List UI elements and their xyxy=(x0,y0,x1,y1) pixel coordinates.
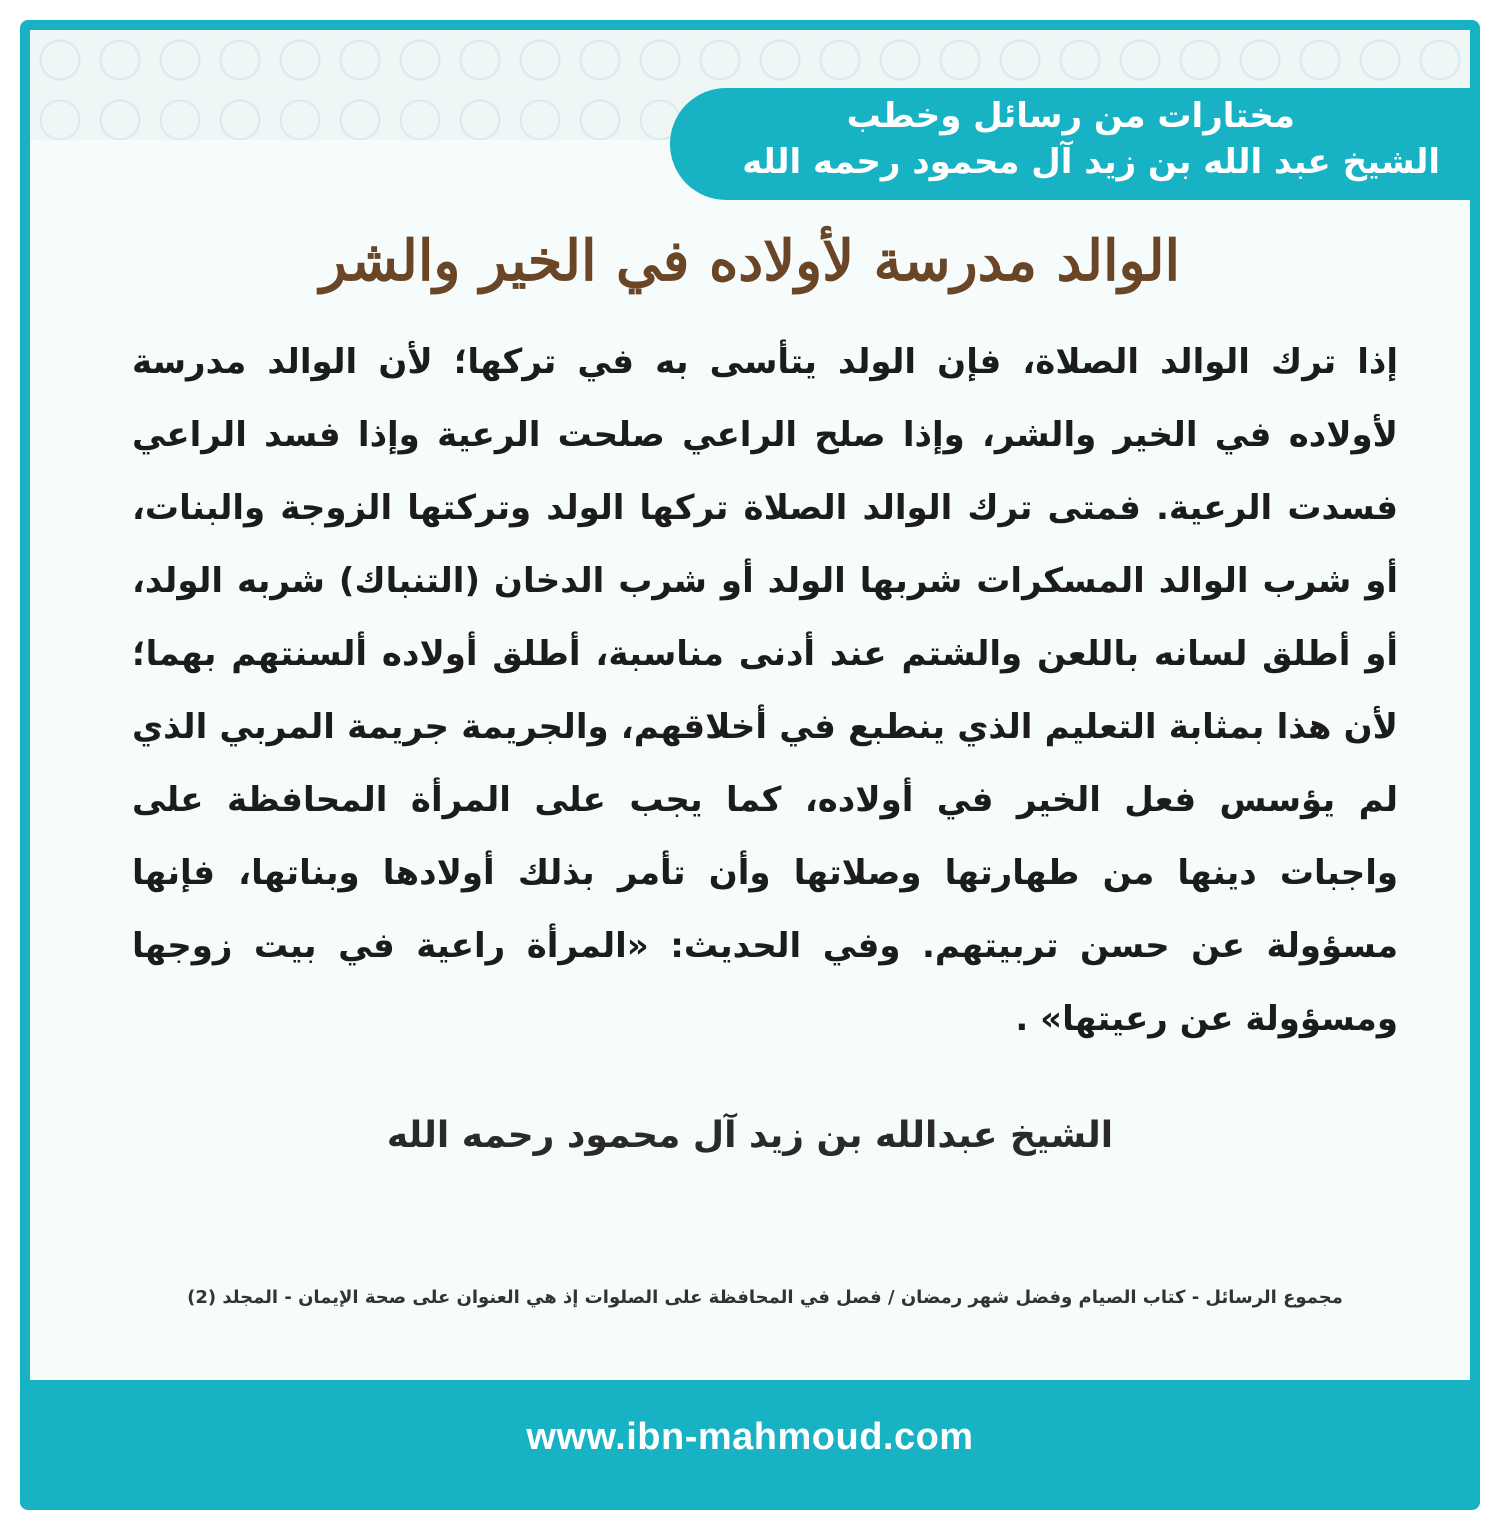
page-frame xyxy=(20,20,1480,1510)
source-citation: مجموع الرسائل - كتاب الصيام وفضل شهر رمضان / فصل في المحافظة على الصلوات إذ هي العنوان على صحة الإيمان - المجلد (2) xyxy=(187,1287,1343,1308)
header-subtitle: مختارات من رسائل وخطب xyxy=(846,96,1295,136)
article-title: الوالد مدرسة لأولاده في الخير والشر xyxy=(319,228,1181,294)
article-body: إذا ترك الوالد الصلاة، فإن الولد يتأسى به في تركها؛ لأن الوالد مدرسة لأولاده في الخير والشر، وإذا صلح الراعي صلحت الرعية وإذا فسد الراعي فسدت الرعية. فمتى ترك الوالد الصلاة تركها الولد وتركتها الزوجة والبنات، أو شرب الوالد المسكرات شربها الولد أو شرب الدخان (التنباك) شربه الولد، أو أطلق لسانه باللعن والشتم عند أدنى مناسبة، أطلق أولاده ألسنتهم بهما؛ لأن هذا بمثابة التعليم الذي ينطبع في أخلاقهم، والجريمة جريمة المربي الذي لم يؤسس فعل الخير في أولاده، كما يجب على المرأة المحافظة على واجبات دينها من طهارتها وصلاتها وأن تأمر بذلك أولادها وبناتها، فإنها مسؤولة عن حسن تربيتهم. وفي الحديث: «المرأة راعية في بيت زوجها ومسؤولة عن رعيتها» . xyxy=(132,342,1398,1039)
content-panel xyxy=(30,30,1470,1380)
header-author: الشيخ عبد الله بن زيد آل محمود رحمه الله xyxy=(742,142,1440,182)
author-signature: الشيخ عبدالله بن زيد آل محمود رحمه الله xyxy=(386,1115,1114,1156)
website-link[interactable]: www.ibn-mahmoud.com xyxy=(526,1416,974,1458)
header-banner xyxy=(670,88,1470,200)
